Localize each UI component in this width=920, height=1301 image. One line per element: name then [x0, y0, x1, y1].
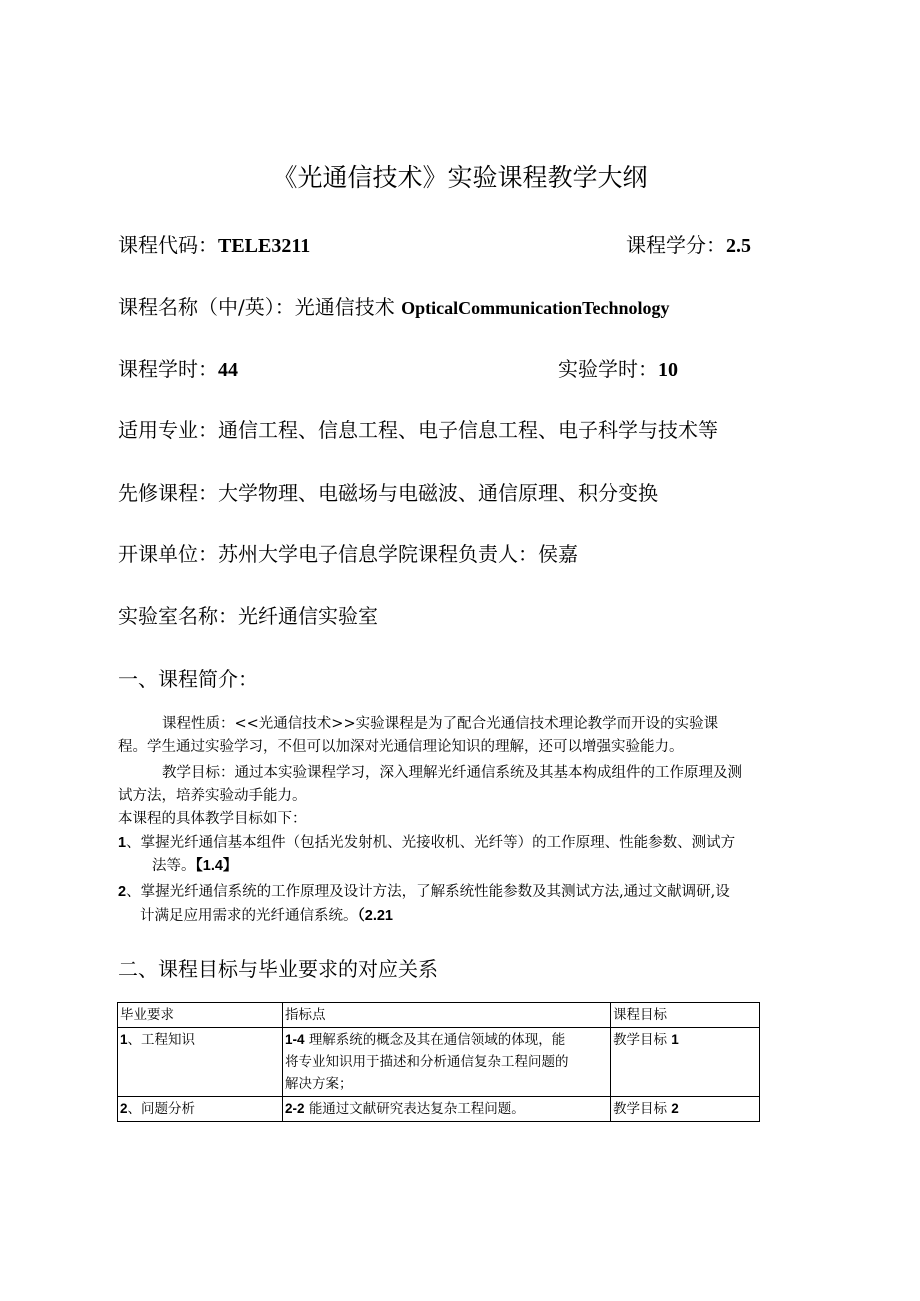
indicator-line: 将专业知识用于描述和分析通信复杂工程问题的: [285, 1054, 569, 1070]
indicator-line: [285, 1098, 608, 1120]
goal-item-2-number: 2: [118, 884, 127, 900]
cell-course-goal: [611, 1028, 760, 1097]
goal-item-2-line-2: [140, 905, 393, 928]
goal-item-1-text: 、掌握光纤通信基本组件（包括光发射机、光接收机、光纤等）的工作原理、性能参数、测试方: [126, 835, 736, 851]
indicator-code: 1-4: [285, 1032, 305, 1047]
goal-item-2-text-cont: 计满足应用需求的光纤通信系统。: [140, 908, 358, 924]
cell-course-goal: [611, 1097, 760, 1122]
cell-indicator: [283, 1097, 611, 1122]
goal-item-2-text: 、掌握光纤通信系统的工作原理及设计方法，了解系统性能参数及其测试方法,通过文献调研,设: [126, 884, 730, 900]
course-hours: [118, 353, 238, 382]
table-row: [118, 1028, 760, 1097]
requirement-number: 2: [120, 1101, 128, 1116]
course-credit-value: 2.5: [726, 235, 751, 257]
goal-item-1-line-1: [118, 832, 735, 855]
course-code-value: TELE3211: [218, 235, 311, 257]
goal-item-2-tag: （2.21: [357, 908, 393, 924]
course-name: [118, 291, 669, 320]
goal-item-2-line-1: [118, 881, 730, 904]
document-title: 《光通信技术》实验课程教学大纲: [272, 163, 648, 192]
course-credit: [626, 229, 751, 258]
goal-item-1-number: 1: [118, 835, 127, 851]
course-goal-number: 2: [671, 1101, 679, 1116]
goal-line-1: 教学目标：通过本实验课程学习，深入理解光纤通信系统及其基本构成组件的工作原理及测: [162, 765, 742, 781]
course-name-en: OpticalCommunicationTechnology: [401, 298, 670, 318]
requirement-number: 1: [120, 1032, 128, 1047]
goal-item-1-tag: 【1.4】: [195, 858, 238, 874]
applicable-majors: 适用专业：通信工程、信息工程、电子信息工程、电子科学与技术等: [118, 418, 718, 442]
course-goal-number: 1: [671, 1032, 679, 1047]
section2-heading: 二、课程目标与毕业要求的对应关系: [118, 957, 438, 981]
offering-unit: 开课单位：苏州大学电子信息学院课程负责人：侯嘉: [118, 542, 578, 566]
cell-requirement: [118, 1028, 283, 1097]
indicator-line: 解决方案；: [285, 1076, 353, 1092]
lab-hours-label: 实验学时：: [558, 357, 658, 381]
lab-hours: [558, 353, 678, 382]
course-name-label: 课程名称（中/英）：: [118, 295, 295, 319]
lab-name: 实验室名称：光纤通信实验室: [118, 604, 378, 628]
course-hours-value: 44: [218, 359, 238, 381]
course-credit-label: 课程学分：: [626, 233, 726, 257]
nature-line-2: 程。学生通过实验学习，不但可以加深对光通信理论知识的理解，还可以增强实验能力。: [118, 739, 684, 755]
section1-heading: 一、课程简介：: [118, 667, 258, 691]
indicator-text: 能通过文献研究表达复杂工程问题。: [308, 1101, 525, 1117]
indicator-text: 理解系统的概念及其在通信领域的体现，能: [308, 1032, 566, 1048]
header-requirement: 毕业要求: [118, 1003, 283, 1028]
prerequisite-courses: 先修课程：大学物理、电磁场与电磁波、通信原理、积分变换: [118, 481, 658, 505]
lab-hours-value: 10: [658, 359, 678, 381]
goal-item-1-text-cont: 法等。: [152, 858, 196, 874]
course-hours-label: 课程学时：: [118, 357, 218, 381]
goal-line-2: 试方法，培养实验动手能力。: [118, 788, 307, 804]
course-goal-text: 教学目标: [613, 1101, 667, 1117]
indicator-code: 2-2: [285, 1101, 305, 1116]
requirement-text: 、工程知识: [127, 1032, 196, 1048]
course-name-cn: 光通信技术: [294, 295, 402, 319]
requirement-text: 、问题分析: [127, 1101, 196, 1117]
course-code-label: 课程代码：: [118, 233, 218, 257]
header-indicator: 指标点: [283, 1003, 611, 1028]
nature-line-1: 课程性质：<<光通信技术>>实验课程是为了配合光通信技术理论教学而开设的实验课: [162, 716, 719, 732]
table-header-row: [118, 1003, 760, 1028]
indicator-line: [285, 1029, 608, 1051]
cell-indicator: [283, 1028, 611, 1097]
mapping-table: [117, 1002, 760, 1122]
course-code: [118, 229, 310, 258]
header-course-goal: 课程目标: [611, 1003, 760, 1028]
goal-item-1-line-2: [152, 855, 237, 878]
cell-requirement: [118, 1097, 283, 1122]
table-row: [118, 1097, 760, 1122]
goals-intro: 本课程的具体教学目标如下：: [118, 811, 307, 827]
course-goal-text: 教学目标: [613, 1032, 667, 1048]
